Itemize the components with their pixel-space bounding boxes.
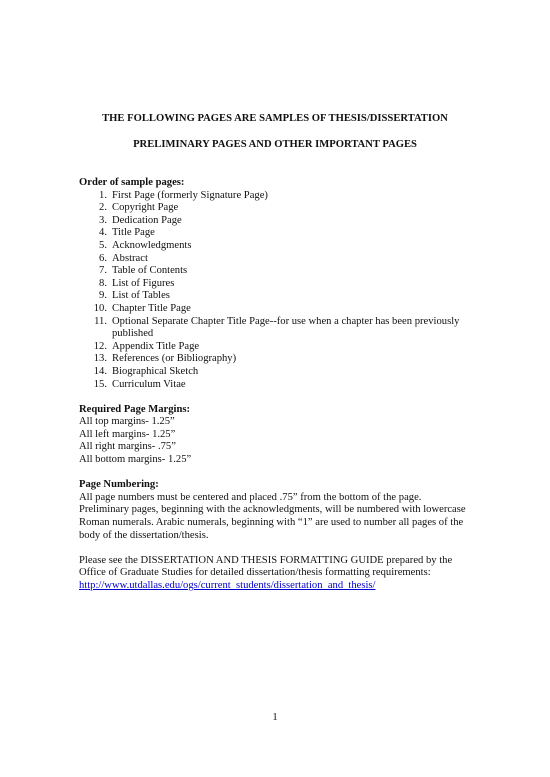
list-item bbox=[79, 215, 479, 228]
list-item-number: 14. bbox=[93, 365, 107, 377]
list-item-text: First Page (formerly Signature Page) bbox=[112, 189, 268, 201]
list-item bbox=[79, 290, 479, 303]
numbering-section-title: Page Numbering: bbox=[79, 479, 159, 491]
list-item bbox=[79, 202, 479, 215]
margins-section-title: Required Page Margins: bbox=[79, 403, 191, 415]
list-item-text: Acknowledgments bbox=[112, 239, 192, 251]
guide-link[interactable]: http://www.utdallas.edu/ogs/current_students/dissertation_and_thesis/ bbox=[79, 580, 376, 591]
document-body bbox=[79, 177, 479, 593]
list-item-number: 3. bbox=[99, 214, 107, 226]
spacer bbox=[79, 542, 479, 555]
list-item-number: 13. bbox=[93, 353, 107, 365]
sample-pages-list bbox=[79, 190, 479, 392]
heading-line-2: PRELIMINARY PAGES AND OTHER IMPORTANT PAGES bbox=[133, 139, 417, 150]
list-item-text: Chapter Title Page bbox=[112, 302, 191, 314]
spacer bbox=[79, 467, 479, 480]
list-item-text: Dedication Page bbox=[112, 214, 182, 226]
guide-link-line bbox=[79, 580, 479, 593]
list-item-number: 6. bbox=[99, 252, 107, 264]
list-item-text: Abstract bbox=[112, 252, 148, 264]
list-item-number: 12. bbox=[93, 340, 107, 352]
list-item-number: 10. bbox=[93, 302, 107, 314]
list-item-text: List of Tables bbox=[112, 290, 170, 302]
list-item bbox=[79, 227, 479, 240]
list-item bbox=[79, 278, 479, 291]
list-item-text: List of Figures bbox=[112, 277, 175, 289]
list-item-number: 15. bbox=[93, 378, 107, 390]
order-section-title: Order of sample pages: bbox=[79, 177, 185, 188]
list-item bbox=[79, 353, 479, 366]
spacer bbox=[79, 391, 479, 404]
list-item-number: 9. bbox=[99, 290, 107, 302]
list-item bbox=[79, 240, 479, 253]
margin-line-bottom: All bottom margins- 1.25” bbox=[79, 454, 192, 466]
list-item bbox=[79, 190, 479, 203]
margin-line-right: All right margins- .75” bbox=[79, 441, 176, 453]
numbering-paragraph-1: All page numbers must be centered and placed .75” from the bottom of the page. bbox=[79, 491, 422, 503]
list-item bbox=[79, 253, 479, 266]
list-item-number: 11. bbox=[94, 315, 107, 327]
margin-line-left: All left margins- 1.25” bbox=[79, 428, 176, 440]
list-item bbox=[79, 366, 479, 379]
list-item-number: 8. bbox=[99, 277, 107, 289]
list-item-text: Biographical Sketch bbox=[112, 365, 199, 377]
list-item-number: 2. bbox=[99, 202, 107, 214]
list-item-number: 7. bbox=[99, 265, 107, 277]
list-item-text: Copyright Page bbox=[112, 202, 179, 214]
numbering-paragraph-2: Preliminary pages, beginning with the acknowledgments, will be numbered with lowercase Roman numerals. Arabic numerals, beginning with “1” are used to number all pages of the body of the dissertation/thesis. bbox=[79, 504, 466, 541]
list-item bbox=[79, 341, 479, 354]
list-item-text: Optional Separate Chapter Title Page--for use when a chapter has been previously published bbox=[112, 315, 460, 340]
guide-paragraph: Please see the DISSERTATION AND THESIS FORMATTING GUIDE prepared by the Office of Graduate Studies for detailed dissertation/thesis formatting requirements: bbox=[79, 554, 453, 579]
list-item-text: Appendix Title Page bbox=[112, 340, 200, 352]
list-item-text: References (or Bibliography) bbox=[112, 353, 237, 365]
list-item-number: 4. bbox=[99, 227, 107, 239]
list-item-text: Table of Contents bbox=[112, 265, 188, 277]
list-item-text: Title Page bbox=[112, 227, 155, 239]
list-item bbox=[79, 303, 479, 316]
list-item-number: 5. bbox=[99, 239, 107, 251]
page-number: 1 bbox=[272, 712, 278, 723]
list-item-number: 1. bbox=[99, 189, 107, 201]
list-item-text: Curriculum Vitae bbox=[112, 378, 186, 390]
list-item bbox=[79, 316, 479, 341]
list-item bbox=[79, 379, 479, 392]
heading-line-1: THE FOLLOWING PAGES ARE SAMPLES OF THESIS/DISSERTATION bbox=[102, 113, 448, 124]
margin-line-top: All top margins- 1.25” bbox=[79, 416, 175, 428]
list-item bbox=[79, 265, 479, 278]
